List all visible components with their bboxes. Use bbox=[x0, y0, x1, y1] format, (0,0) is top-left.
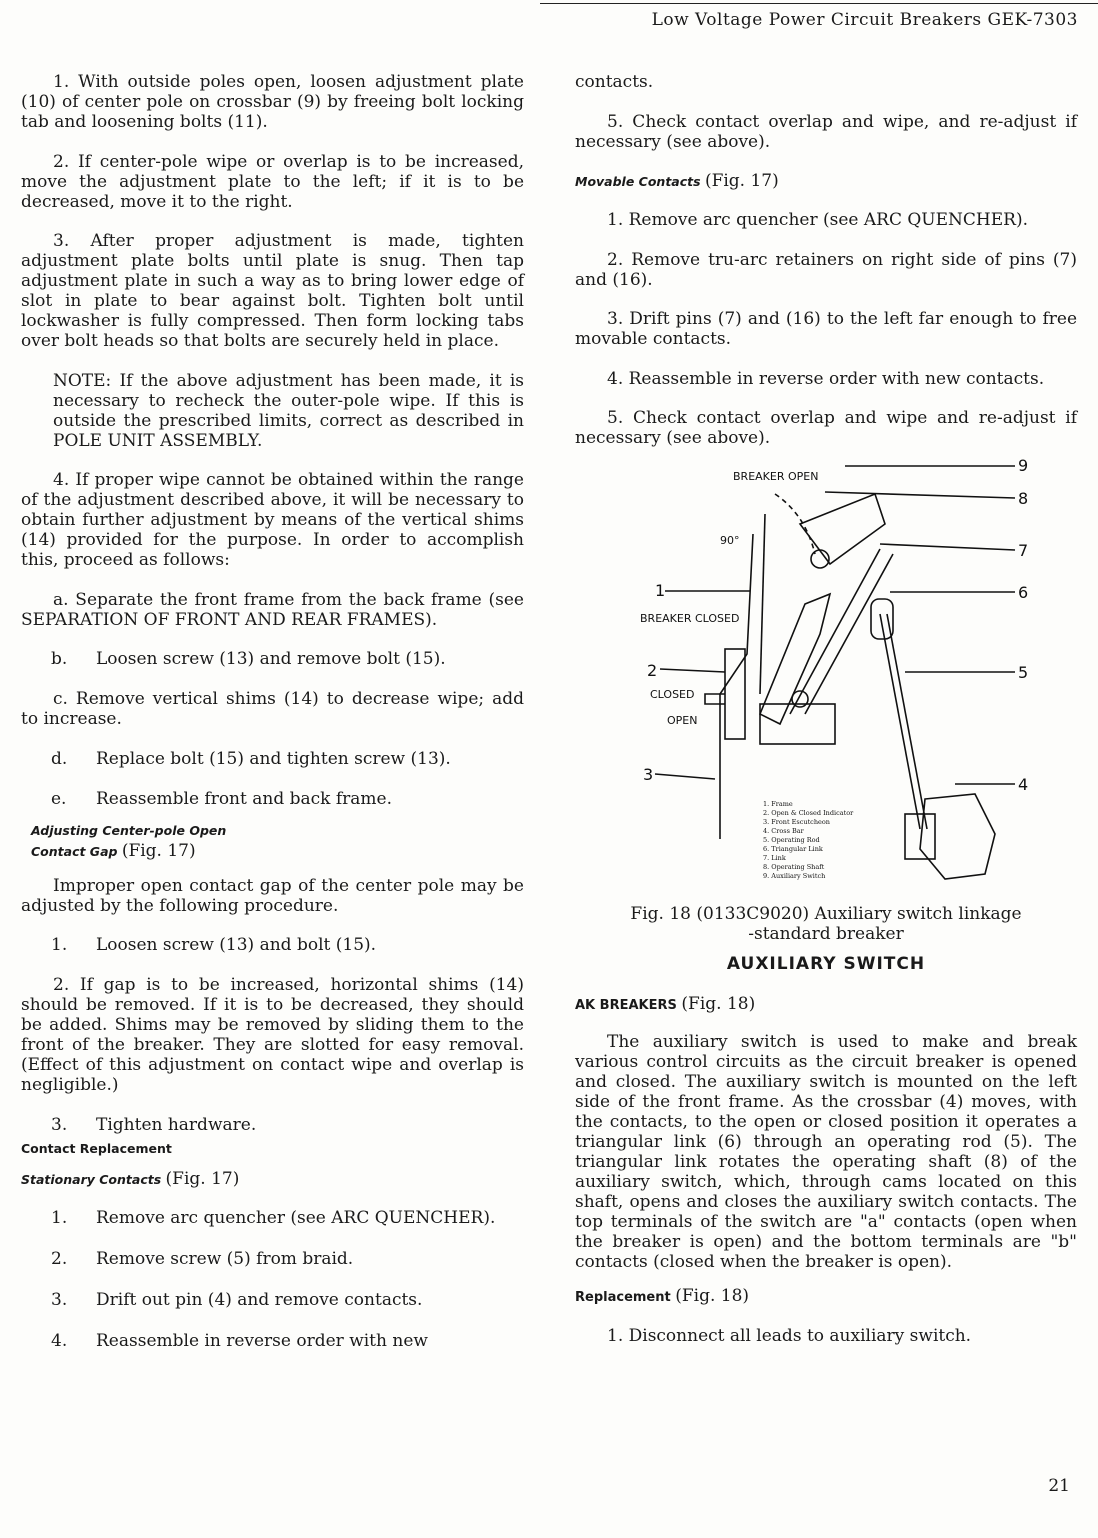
header-rule bbox=[540, 3, 1098, 4]
list-item-number: 3. bbox=[51, 1289, 68, 1310]
callout-9: 9 bbox=[1018, 456, 1029, 475]
legend-item: 1. Frame bbox=[763, 800, 793, 808]
subheading-ak bbox=[575, 994, 1077, 1016]
legend-item: 6. Triangular Link bbox=[763, 845, 823, 853]
paragraph: 1. Remove arc quencher (see ARC QUENCHER). bbox=[607, 210, 1028, 230]
switch-mount bbox=[905, 814, 935, 859]
subheading-movable bbox=[575, 171, 1077, 192]
subheading-text: Replacement bbox=[575, 1290, 671, 1305]
page-number: 21 bbox=[1048, 1476, 1070, 1496]
list-item-text: Replace bolt (15) and tighten screw (13). bbox=[96, 748, 451, 769]
list-item-number: d. bbox=[51, 748, 68, 769]
paragraph: 1. Disconnect all leads to auxiliary switch. bbox=[607, 1326, 972, 1346]
legend-item: 3. Front Escutcheon bbox=[763, 818, 830, 826]
legend-item: 2. Open & Closed Indicator bbox=[763, 809, 854, 817]
subheading-gap bbox=[31, 821, 524, 862]
callout-line bbox=[880, 544, 1015, 550]
escutcheon-outline bbox=[760, 704, 835, 744]
figure-caption bbox=[575, 904, 1077, 944]
callout-line bbox=[655, 774, 715, 779]
figure-ref: (Fig. 17) bbox=[121, 840, 196, 861]
label-closed: CLOSED bbox=[650, 688, 695, 701]
list-item bbox=[21, 935, 524, 955]
subheading-text: Adjusting Center-pole Open bbox=[31, 822, 227, 838]
figure-ref: (Fig. 18) bbox=[675, 1286, 750, 1306]
list-item-text: Remove arc quencher (see ARC QUENCHER). bbox=[96, 1207, 496, 1228]
caption-line: -standard breaker bbox=[748, 924, 904, 944]
right-column bbox=[575, 72, 1077, 1366]
paragraph: 2. If gap is to be increased, horizontal shims (14) should be removed. If it is to be decreased, they should be added. Shims may be removed by sliding them to the front of the breaker. They are slotted for easy removal. (Effect of this adjustment on contact wipe and overlap is negligible.) bbox=[21, 975, 524, 1095]
page-header: Low Voltage Power Circuit Breakers GEK-7303 bbox=[651, 10, 1078, 30]
list-item-text: Reassemble front and back frame. bbox=[96, 788, 392, 809]
list-item-text: Loosen screw (13) and bolt (15). bbox=[96, 935, 377, 955]
auxiliary-switch-body bbox=[920, 794, 995, 879]
note: NOTE: If the above adjustment has been made, it is necessary to recheck the outer-pole wipe. If this is outside the prescribed limits, correct as described in POLE UNIT ASSEMBLY. bbox=[53, 370, 524, 451]
indicator-tab bbox=[705, 694, 725, 704]
subheading-text: Movable Contacts bbox=[575, 174, 701, 189]
label-breaker-closed: BREAKER CLOSED bbox=[640, 612, 740, 625]
figure-ref: (Fig. 18) bbox=[681, 994, 756, 1014]
paragraph: 2. If center-pole wipe or overlap is to be increased, move the adjustment plate to the left; if it is to be decreased, move it to the right. bbox=[21, 151, 524, 212]
paragraph: 5. Check contact overlap and wipe and re-adjust if necessary (see above). bbox=[575, 408, 1077, 448]
subheading-text: AK BREAKERS bbox=[575, 998, 677, 1013]
operating-rod bbox=[887, 614, 927, 829]
list-item-text: Loosen screw (13) and remove bolt (15). bbox=[96, 649, 446, 669]
subheading-text: Stationary Contacts bbox=[21, 1171, 162, 1187]
list-item bbox=[21, 1208, 524, 1228]
frame-edge bbox=[760, 514, 765, 694]
figure-ref: (Fig. 17) bbox=[165, 1168, 240, 1189]
paragraph: c. Remove vertical shims (14) to decrease wipe; add to increase. bbox=[21, 689, 524, 729]
list-item-number: b. bbox=[51, 649, 68, 669]
list-item bbox=[21, 1331, 524, 1351]
callout-line bbox=[660, 669, 725, 672]
list-item bbox=[21, 1290, 524, 1310]
list-item-number: 2. bbox=[51, 1248, 68, 1269]
label-open: OPEN bbox=[667, 714, 698, 727]
list-item bbox=[21, 789, 524, 809]
paragraph: 5. Check contact overlap and wipe, and re-adjust if necessary (see above). bbox=[575, 111, 1077, 152]
callout-6: 6 bbox=[1018, 583, 1029, 602]
legend-item: 4. Cross Bar bbox=[763, 827, 804, 835]
list-item-number: e. bbox=[51, 788, 67, 809]
paragraph: 3. Drift pins (7) and (16) to the left far enough to free movable contacts. bbox=[575, 309, 1077, 349]
arc-90 bbox=[775, 494, 815, 554]
rod-end bbox=[871, 599, 893, 639]
paragraph: The auxiliary switch is used to make and break various control circuits as the circuit breaker is opened and closed. The auxiliary switch is mounted on the left side of the front frame. As the crossbar (4) moves, with the contacts, to the open or closed position it operates a triangular link (6) through an operating rod (5). The triangular link rotates the operating shaft (8) of the auxiliary switch, which, through cams located on this shaft, opens and closes the auxiliary switch contacts. The top terminals of the switch are "a" contacts (open when the breaker is open) and the bottom terminals are "b" contacts (closed when the breaker is open). bbox=[575, 1032, 1077, 1272]
subheading-text: Contact Gap bbox=[31, 843, 118, 859]
list-item bbox=[21, 749, 524, 769]
paragraph: 1. With outside poles open, loosen adjustment plate (10) of center pole on crossbar (9) by freeing bolt locking tab and loosening bolts (11). bbox=[21, 72, 524, 132]
callout-3: 3 bbox=[643, 765, 654, 784]
callout-8: 8 bbox=[1018, 489, 1029, 508]
callout-5: 5 bbox=[1018, 663, 1029, 682]
paragraph: 4. Reassemble in reverse order with new contacts. bbox=[607, 368, 1045, 389]
subheading-replacement-aux bbox=[575, 1286, 1077, 1308]
operating-rod bbox=[880, 614, 920, 829]
legend-item: 7. Link bbox=[763, 854, 786, 862]
list-item-number: 3. bbox=[51, 1114, 68, 1135]
left-column bbox=[21, 72, 524, 1371]
list-item-number: 1. bbox=[51, 1207, 68, 1228]
label-90: 90° bbox=[720, 534, 740, 547]
paragraph: 4. If proper wipe cannot be obtained within the range of the adjustment described above, it will be necessary to obtain further adjustment by means of the vertical shims (14) provided for the purpose. In order to accomplish this, proceed as follows: bbox=[21, 470, 524, 570]
list-item-text: Remove screw (5) from braid. bbox=[96, 1248, 354, 1269]
paragraph: Improper open contact gap of the center pole may be adjusted by the following procedure. bbox=[21, 875, 524, 916]
list-item bbox=[21, 1115, 524, 1135]
paragraph: contacts. bbox=[575, 72, 654, 92]
figure-drawing bbox=[575, 454, 1077, 896]
list-item-text: Reassemble in reverse order with new bbox=[96, 1330, 428, 1351]
list-item bbox=[21, 1249, 524, 1269]
callout-line bbox=[825, 492, 1015, 498]
paragraph: 3. After proper adjustment is made, tighten adjustment plate bolts until plate is snug. Then tap adjustment plate in such a way as to bring lower edge of slot in plate to bear against bolt. Tighten bolt until lockwasher is fully compressed. Then form locking tabs over bolt heads so that bolts are securely held in place. bbox=[21, 231, 524, 351]
list-item-number: 4. bbox=[51, 1330, 68, 1351]
figure-ref: (Fig. 17) bbox=[704, 171, 779, 191]
list-item bbox=[21, 649, 524, 669]
list-item-text: Drift out pin (4) and remove contacts. bbox=[96, 1289, 423, 1310]
link-arm bbox=[790, 549, 880, 714]
figure-auxiliary-switch-linkage bbox=[575, 454, 1077, 896]
caption-line: Fig. 18 (0133C9020) Auxiliary switch linkage bbox=[630, 904, 1022, 924]
subheading-stationary bbox=[21, 1169, 524, 1190]
paragraph: 2. Remove tru-arc retainers on right side of pins (7) and (16). bbox=[575, 249, 1077, 290]
legend-item: 5. Operating Rod bbox=[763, 836, 820, 844]
callout-4: 4 bbox=[1018, 775, 1029, 794]
callout-1: 1 bbox=[655, 581, 666, 600]
legend-item: 8. Operating Shaft bbox=[763, 863, 825, 871]
label-breaker-open: BREAKER OPEN bbox=[733, 470, 819, 483]
list-item-text: Tighten hardware. bbox=[96, 1114, 257, 1135]
callout-7: 7 bbox=[1018, 541, 1029, 560]
section-title: AUXILIARY SWITCH bbox=[726, 954, 926, 974]
link-arm bbox=[805, 554, 893, 714]
subheading-replacement: Contact Replacement bbox=[21, 1140, 172, 1156]
callout-2: 2 bbox=[647, 661, 658, 680]
paragraph: a. Separate the front frame from the back frame (see SEPARATION OF FRONT AND REAR FRAMES). bbox=[21, 589, 524, 630]
legend-item: 9. Auxiliary Switch bbox=[763, 872, 826, 880]
list-item-number: 1. bbox=[51, 935, 68, 955]
